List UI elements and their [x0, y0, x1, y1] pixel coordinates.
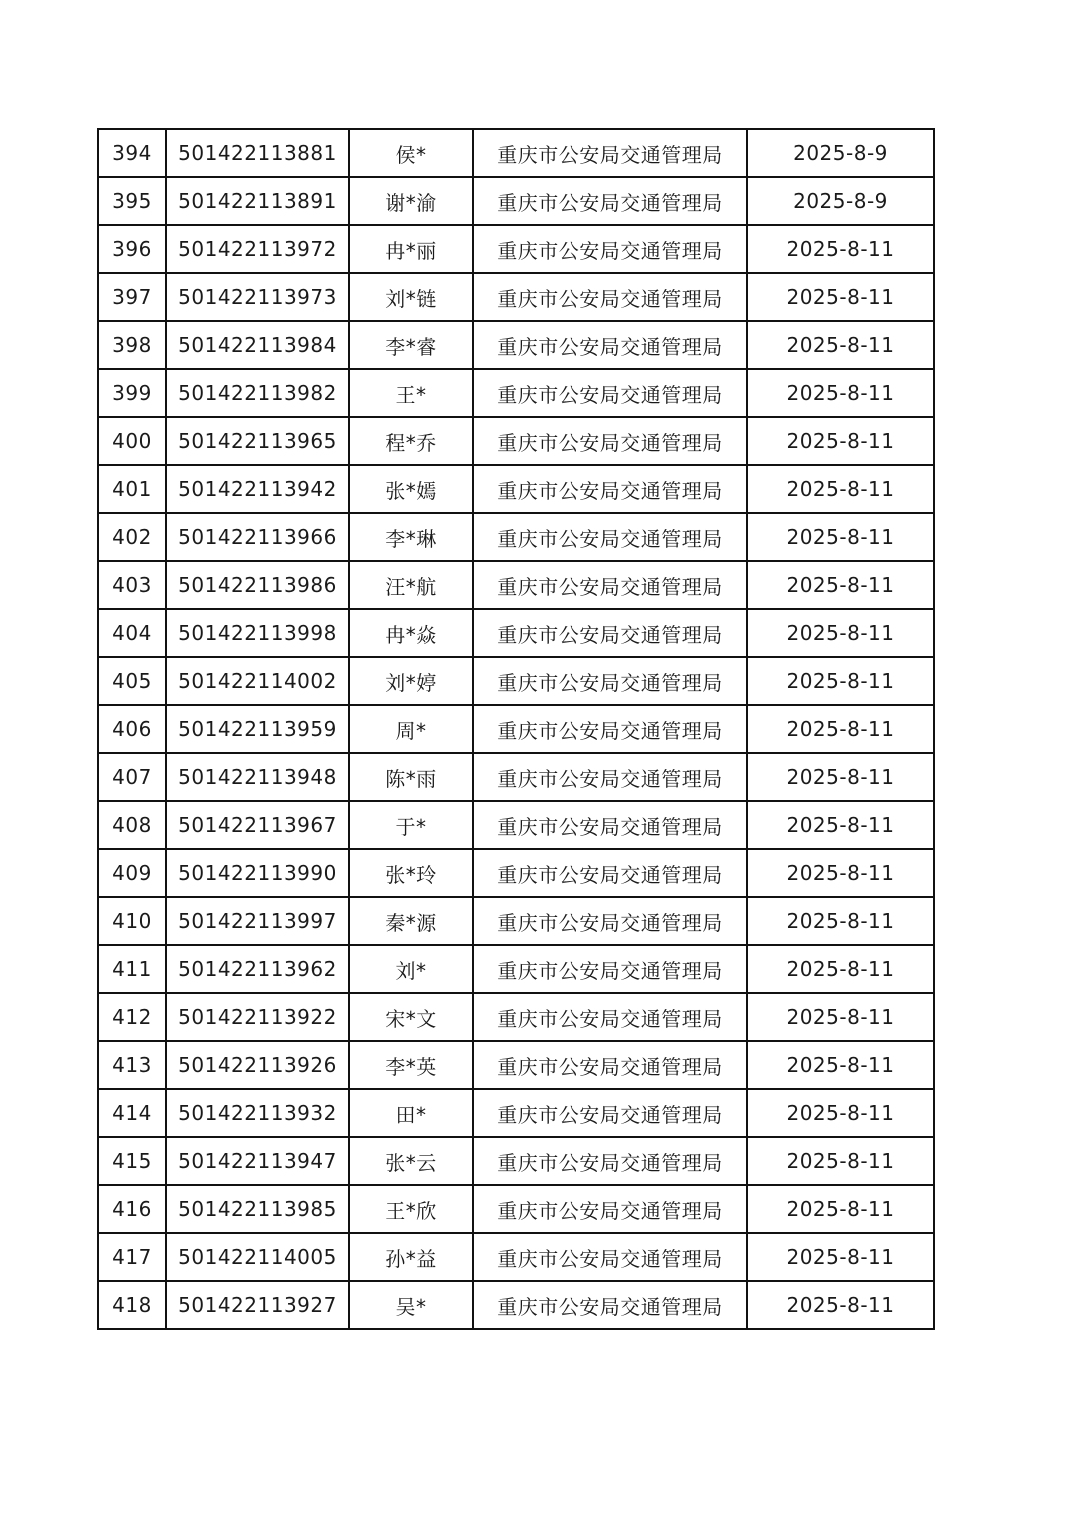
- date-cell: 2025-8-11: [747, 705, 934, 753]
- organization-cell: 重庆市公安局交通管理局: [473, 561, 747, 609]
- row-index-cell: 405: [98, 657, 166, 705]
- row-index-cell: 400: [98, 417, 166, 465]
- table-row: [98, 801, 934, 849]
- row-index-cell: 394: [98, 129, 166, 177]
- date-cell: 2025-8-9: [747, 129, 934, 177]
- person-name-cell: 程*乔: [349, 417, 473, 465]
- person-name-cell: 冉*焱: [349, 609, 473, 657]
- organization-cell: 重庆市公安局交通管理局: [473, 321, 747, 369]
- table-row: [98, 1089, 934, 1137]
- organization-cell: 重庆市公安局交通管理局: [473, 1089, 747, 1137]
- record-number-cell: 501422113998: [166, 609, 349, 657]
- row-index-cell: 398: [98, 321, 166, 369]
- table-row: [98, 177, 934, 225]
- person-name-cell: 田*: [349, 1089, 473, 1137]
- person-name-cell: 秦*源: [349, 897, 473, 945]
- organization-cell: 重庆市公安局交通管理局: [473, 1185, 747, 1233]
- person-name-cell: 于*: [349, 801, 473, 849]
- organization-cell: 重庆市公安局交通管理局: [473, 513, 747, 561]
- date-cell: 2025-8-11: [747, 993, 934, 1041]
- table-row: [98, 849, 934, 897]
- person-name-cell: 侯*: [349, 129, 473, 177]
- table-row: [98, 513, 934, 561]
- person-name-cell: 刘*: [349, 945, 473, 993]
- table-row: [98, 1185, 934, 1233]
- record-number-cell: 501422113990: [166, 849, 349, 897]
- table-row: [98, 705, 934, 753]
- date-cell: 2025-8-11: [747, 897, 934, 945]
- record-number-cell: 501422113986: [166, 561, 349, 609]
- record-number-cell: 501422114002: [166, 657, 349, 705]
- person-name-cell: 李*睿: [349, 321, 473, 369]
- row-index-cell: 416: [98, 1185, 166, 1233]
- organization-cell: 重庆市公安局交通管理局: [473, 1041, 747, 1089]
- person-name-cell: 周*: [349, 705, 473, 753]
- person-name-cell: 刘*链: [349, 273, 473, 321]
- record-number-cell: 501422113927: [166, 1281, 349, 1329]
- date-cell: 2025-8-11: [747, 1041, 934, 1089]
- record-number-cell: 501422113959: [166, 705, 349, 753]
- date-cell: 2025-8-11: [747, 1137, 934, 1185]
- person-name-cell: 张*云: [349, 1137, 473, 1185]
- date-cell: 2025-8-11: [747, 657, 934, 705]
- table-row: [98, 897, 934, 945]
- record-number-cell: 501422113942: [166, 465, 349, 513]
- organization-cell: 重庆市公安局交通管理局: [473, 945, 747, 993]
- table-row: [98, 1233, 934, 1281]
- organization-cell: 重庆市公安局交通管理局: [473, 801, 747, 849]
- row-index-cell: 412: [98, 993, 166, 1041]
- table-row: [98, 1041, 934, 1089]
- organization-cell: 重庆市公安局交通管理局: [473, 465, 747, 513]
- organization-cell: 重庆市公安局交通管理局: [473, 753, 747, 801]
- table-row: [98, 321, 934, 369]
- date-cell: 2025-8-11: [747, 801, 934, 849]
- table-row: [98, 129, 934, 177]
- row-index-cell: 407: [98, 753, 166, 801]
- table-row: [98, 417, 934, 465]
- table-row: [98, 1281, 934, 1329]
- row-index-cell: 396: [98, 225, 166, 273]
- organization-cell: 重庆市公安局交通管理局: [473, 225, 747, 273]
- row-index-cell: 414: [98, 1089, 166, 1137]
- organization-cell: 重庆市公安局交通管理局: [473, 417, 747, 465]
- record-number-cell: 501422113982: [166, 369, 349, 417]
- date-cell: 2025-8-11: [747, 225, 934, 273]
- record-number-cell: 501422114005: [166, 1233, 349, 1281]
- person-name-cell: 陈*雨: [349, 753, 473, 801]
- person-name-cell: 吴*: [349, 1281, 473, 1329]
- organization-cell: 重庆市公安局交通管理局: [473, 1137, 747, 1185]
- table-row: [98, 1137, 934, 1185]
- record-number-cell: 501422113926: [166, 1041, 349, 1089]
- organization-cell: 重庆市公安局交通管理局: [473, 273, 747, 321]
- record-number-cell: 501422113984: [166, 321, 349, 369]
- row-index-cell: 417: [98, 1233, 166, 1281]
- row-index-cell: 404: [98, 609, 166, 657]
- person-name-cell: 王*: [349, 369, 473, 417]
- organization-cell: 重庆市公安局交通管理局: [473, 177, 747, 225]
- person-name-cell: 冉*丽: [349, 225, 473, 273]
- date-cell: 2025-8-11: [747, 1089, 934, 1137]
- date-cell: 2025-8-11: [747, 1185, 934, 1233]
- row-index-cell: 399: [98, 369, 166, 417]
- organization-cell: 重庆市公安局交通管理局: [473, 849, 747, 897]
- organization-cell: 重庆市公安局交通管理局: [473, 705, 747, 753]
- record-number-cell: 501422113891: [166, 177, 349, 225]
- records-table: [97, 128, 935, 1330]
- date-cell: 2025-8-11: [747, 561, 934, 609]
- record-number-cell: 501422113967: [166, 801, 349, 849]
- date-cell: 2025-8-11: [747, 1233, 934, 1281]
- row-index-cell: 411: [98, 945, 166, 993]
- date-cell: 2025-8-11: [747, 465, 934, 513]
- organization-cell: 重庆市公安局交通管理局: [473, 993, 747, 1041]
- table-row: [98, 225, 934, 273]
- person-name-cell: 汪*航: [349, 561, 473, 609]
- date-cell: 2025-8-11: [747, 369, 934, 417]
- table-row: [98, 273, 934, 321]
- person-name-cell: 孙*益: [349, 1233, 473, 1281]
- person-name-cell: 谢*渝: [349, 177, 473, 225]
- date-cell: 2025-8-11: [747, 1281, 934, 1329]
- record-number-cell: 501422113985: [166, 1185, 349, 1233]
- row-index-cell: 415: [98, 1137, 166, 1185]
- person-name-cell: 刘*婷: [349, 657, 473, 705]
- table-row: [98, 993, 934, 1041]
- person-name-cell: 宋*文: [349, 993, 473, 1041]
- row-index-cell: 395: [98, 177, 166, 225]
- record-number-cell: 501422113947: [166, 1137, 349, 1185]
- organization-cell: 重庆市公安局交通管理局: [473, 1281, 747, 1329]
- table-row: [98, 369, 934, 417]
- row-index-cell: 408: [98, 801, 166, 849]
- date-cell: 2025-8-11: [747, 513, 934, 561]
- record-number-cell: 501422113881: [166, 129, 349, 177]
- person-name-cell: 李*英: [349, 1041, 473, 1089]
- table-row: [98, 465, 934, 513]
- record-number-cell: 501422113997: [166, 897, 349, 945]
- person-name-cell: 张*玲: [349, 849, 473, 897]
- table-row: [98, 945, 934, 993]
- person-name-cell: 王*欣: [349, 1185, 473, 1233]
- record-number-cell: 501422113962: [166, 945, 349, 993]
- date-cell: 2025-8-11: [747, 321, 934, 369]
- date-cell: 2025-8-11: [747, 849, 934, 897]
- table-row: [98, 753, 934, 801]
- table-row: [98, 657, 934, 705]
- table-row: [98, 609, 934, 657]
- date-cell: 2025-8-11: [747, 609, 934, 657]
- record-number-cell: 501422113973: [166, 273, 349, 321]
- row-index-cell: 406: [98, 705, 166, 753]
- organization-cell: 重庆市公安局交通管理局: [473, 609, 747, 657]
- date-cell: 2025-8-11: [747, 945, 934, 993]
- row-index-cell: 418: [98, 1281, 166, 1329]
- row-index-cell: 397: [98, 273, 166, 321]
- organization-cell: 重庆市公安局交通管理局: [473, 897, 747, 945]
- records-table-body: [98, 129, 934, 1329]
- record-number-cell: 501422113932: [166, 1089, 349, 1137]
- record-number-cell: 501422113922: [166, 993, 349, 1041]
- date-cell: 2025-8-11: [747, 273, 934, 321]
- date-cell: 2025-8-9: [747, 177, 934, 225]
- organization-cell: 重庆市公安局交通管理局: [473, 369, 747, 417]
- row-index-cell: 401: [98, 465, 166, 513]
- person-name-cell: 李*琳: [349, 513, 473, 561]
- row-index-cell: 402: [98, 513, 166, 561]
- row-index-cell: 409: [98, 849, 166, 897]
- record-number-cell: 501422113948: [166, 753, 349, 801]
- row-index-cell: 413: [98, 1041, 166, 1089]
- row-index-cell: 410: [98, 897, 166, 945]
- record-number-cell: 501422113972: [166, 225, 349, 273]
- person-name-cell: 张*嫣: [349, 465, 473, 513]
- date-cell: 2025-8-11: [747, 417, 934, 465]
- date-cell: 2025-8-11: [747, 753, 934, 801]
- organization-cell: 重庆市公安局交通管理局: [473, 1233, 747, 1281]
- record-number-cell: 501422113966: [166, 513, 349, 561]
- organization-cell: 重庆市公安局交通管理局: [473, 129, 747, 177]
- record-number-cell: 501422113965: [166, 417, 349, 465]
- table-row: [98, 561, 934, 609]
- row-index-cell: 403: [98, 561, 166, 609]
- organization-cell: 重庆市公安局交通管理局: [473, 657, 747, 705]
